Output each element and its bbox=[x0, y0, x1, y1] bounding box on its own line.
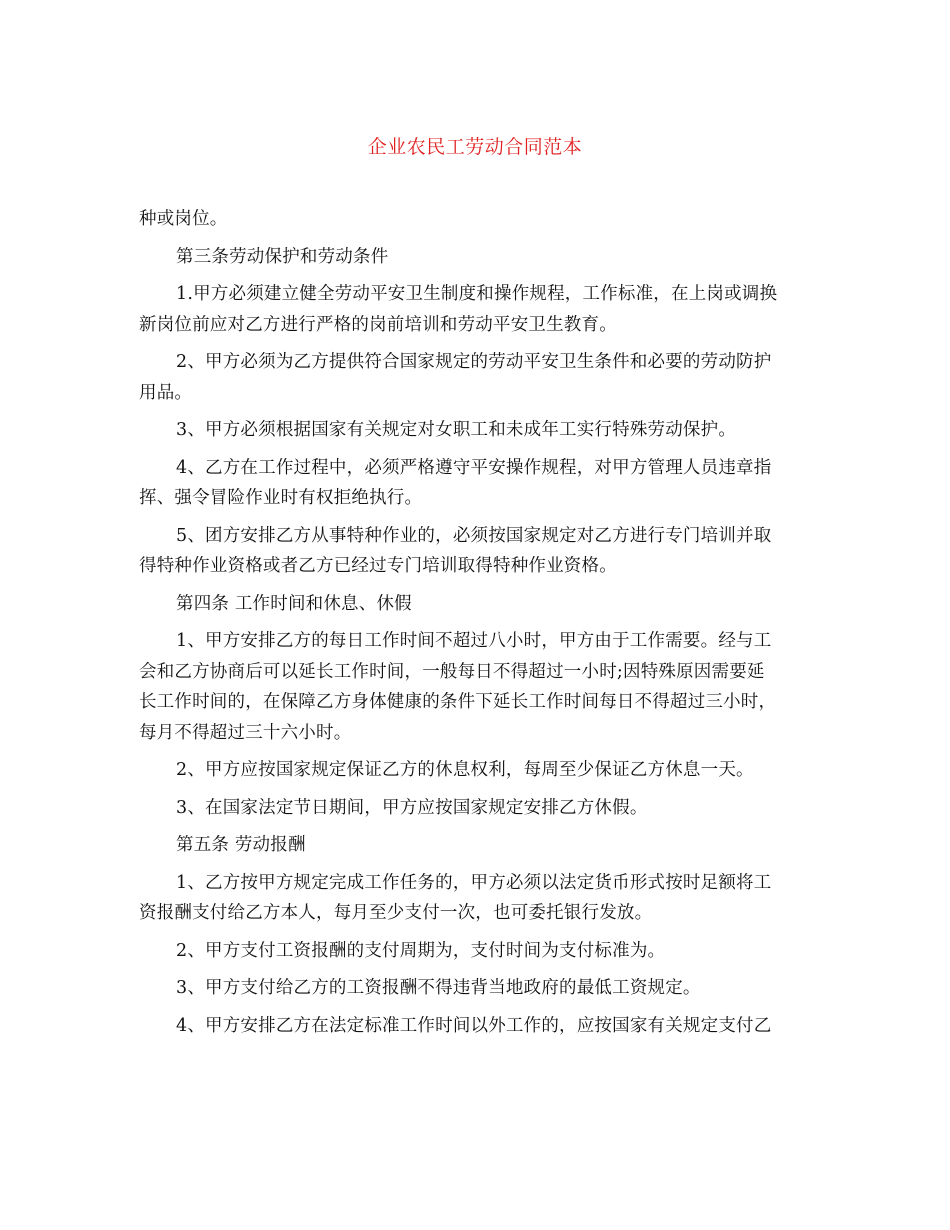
paragraph-line: 1.甲方必须建立健全劳动平安卫生制度和操作规程，工作标准，在上岗或调换 bbox=[176, 284, 778, 304]
paragraph-line: 资报酬支付给乙方本人，每月至少支付一次，也可委托银行发放。 bbox=[139, 903, 653, 923]
paragraph-line: 4、甲方安排乙方在法定标准工作时间以外工作的，应按国家有关规定支付乙 bbox=[176, 1015, 772, 1036]
paragraph-line: 3、甲方支付给乙方的工资报酬不得违背当地政府的最低工资规定。 bbox=[176, 978, 701, 998]
paragraph-line: 用品。 bbox=[139, 382, 193, 403]
section-heading: 第三条劳动保护和劳动条件 bbox=[176, 246, 389, 267]
paragraph-line: 2、甲方应按国家规定保证乙方的休息权利，每周至少保证乙方休息一天。 bbox=[176, 760, 754, 780]
paragraph-line: 2、甲方必须为乙方提供符合国家规定的劳动平安卫生条件和必要的劳动防护 bbox=[176, 352, 772, 372]
paragraph-line: 4、乙方在工作过程中，必须严格遵守平安操作规程，对甲方管理人员违章指 bbox=[176, 457, 772, 478]
paragraph-line: 2、甲方支付工资报酬的支付周期为，支付时间为支付标准为。 bbox=[176, 940, 666, 961]
paragraph-line: 5、团方安排乙方从事特种作业的，必须按国家规定对乙方进行专门培训并取 bbox=[176, 525, 772, 546]
paragraph-line: 挥、强令冒险作业时有权拒绝执行。 bbox=[139, 488, 423, 508]
paragraph-line: 新岗位前应对乙方进行严格的岗前培训和劳动平安卫生教育。 bbox=[139, 314, 617, 335]
paragraph-line: 每月不得超过三十六小时。 bbox=[139, 722, 352, 743]
paragraph-line: 得特种作业资格或者乙方已经过专门培训取得特种作业资格。 bbox=[139, 556, 617, 576]
paragraph-line: 3、在国家法定节日期间，甲方应按国家规定安排乙方休假。 bbox=[176, 797, 648, 818]
paragraph-line: 1、甲方安排乙方的每日工作时间不超过八小时，甲方由于工作需要。经与工 bbox=[176, 631, 772, 651]
document-title: 企业农民工劳动合同范本 bbox=[367, 136, 583, 158]
document-body bbox=[139, 204, 811, 1041]
paragraph-line: 种或岗位。 bbox=[139, 209, 228, 229]
paragraph-line: 长工作时间的，在保障乙方身体健康的条件下延长工作时间每日不得超过三小时， bbox=[139, 692, 777, 712]
paragraph-line: 会和乙方协商后可以延长工作时间，一般每日不得超过一小时;因特殊原因需要延 bbox=[139, 661, 765, 682]
section-heading: 第四条 工作时间和休息、休假 bbox=[176, 593, 412, 614]
section-heading: 第五条 劳动报酬 bbox=[176, 835, 306, 855]
paragraph-line: 1、乙方按甲方规定完成工作任务的，甲方必须以法定货币形式按时足额将工 bbox=[176, 872, 772, 893]
paragraph-line: 3、甲方必须根据国家有关规定对女职工和未成年工实行特殊劳动保护。 bbox=[176, 420, 737, 440]
